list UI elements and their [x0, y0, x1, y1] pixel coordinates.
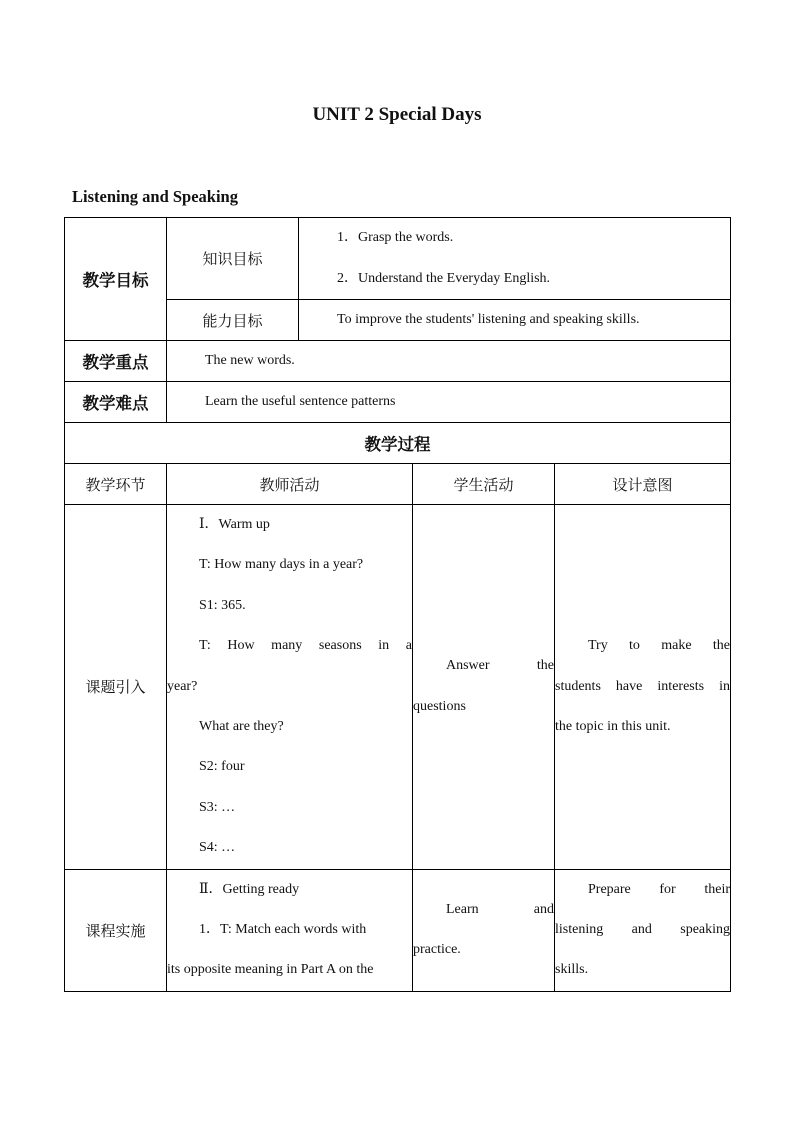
- teacher-line: its opposite meaning in Part A on the: [167, 962, 374, 978]
- intent-line: Prepare for their: [588, 881, 731, 897]
- teacher-line: Ⅰ．Warm up: [199, 517, 270, 532]
- column-header-stage: 教学环节: [65, 464, 167, 505]
- ability-objective-text: To improve the students' listening and speaking skills.: [299, 300, 731, 341]
- difficult-point-row: [65, 382, 731, 423]
- teacher-line: T: How many days in a year?: [199, 557, 364, 573]
- student-activity-cell: [413, 869, 555, 991]
- column-header-row: [65, 464, 731, 505]
- column-header-intent: 设计意图: [555, 464, 731, 505]
- document-title: UNIT 2 Special Days: [312, 104, 482, 125]
- stage-label: 课题引入: [65, 505, 167, 870]
- student-line: practice.: [413, 942, 461, 958]
- teacher-activity-cell: [167, 869, 413, 991]
- teacher-line: Ⅱ．Getting ready: [199, 881, 300, 897]
- teacher-line: S1: 365.: [199, 597, 246, 613]
- knowledge-objective-cell: [299, 218, 731, 300]
- teacher-line: S2: four: [199, 759, 245, 775]
- difficult-point-label: 教学难点: [65, 382, 167, 423]
- difficult-point-text: Learn the useful sentence patterns: [167, 382, 731, 423]
- table-row: [65, 505, 731, 870]
- teacher-line: T: How many seasons in a: [199, 638, 412, 654]
- intent-line: the topic in this unit.: [555, 718, 671, 734]
- teacher-line: S4: …: [199, 840, 236, 856]
- column-header-student: 学生活动: [413, 464, 555, 505]
- intent-line: listening and speaking: [555, 921, 731, 937]
- student-line: Answer the: [446, 658, 554, 674]
- student-activity-cell: [413, 505, 555, 870]
- intent-line: skills.: [555, 962, 589, 978]
- teacher-line: What are they?: [199, 718, 284, 734]
- stage-label: 课程实施: [65, 869, 167, 991]
- key-point-row: [65, 341, 731, 382]
- lesson-plan-table: [64, 217, 731, 992]
- knowledge-item: 1．Grasp the words.: [337, 230, 454, 246]
- teacher-line: year?: [167, 678, 198, 694]
- ability-objective-label: 能力目标: [167, 300, 299, 341]
- intent-line: students have interests in: [555, 678, 731, 694]
- student-line: Learn and: [446, 901, 554, 917]
- process-header: 教学过程: [65, 423, 731, 464]
- teacher-line: 1．T: Match each words with: [199, 921, 367, 937]
- section-heading: Listening and Speaking: [72, 187, 238, 206]
- key-point-label: 教学重点: [65, 341, 167, 382]
- objectives-row-knowledge: [65, 218, 731, 300]
- teacher-line: S3: …: [199, 799, 236, 815]
- process-header-row: [65, 423, 731, 464]
- knowledge-item: 2．Understand the Everyday English.: [337, 270, 551, 286]
- key-point-text: The new words.: [167, 341, 731, 382]
- intent-line: Try to make the: [588, 638, 731, 654]
- intent-cell: [555, 505, 731, 870]
- column-header-teacher: 教师活动: [167, 464, 413, 505]
- objectives-label: 教学目标: [65, 218, 167, 341]
- table-row: [65, 869, 731, 991]
- knowledge-objective-label: 知识目标: [167, 218, 299, 300]
- student-line: questions: [413, 698, 466, 714]
- intent-cell: [555, 869, 731, 991]
- teacher-activity-cell: [167, 505, 413, 870]
